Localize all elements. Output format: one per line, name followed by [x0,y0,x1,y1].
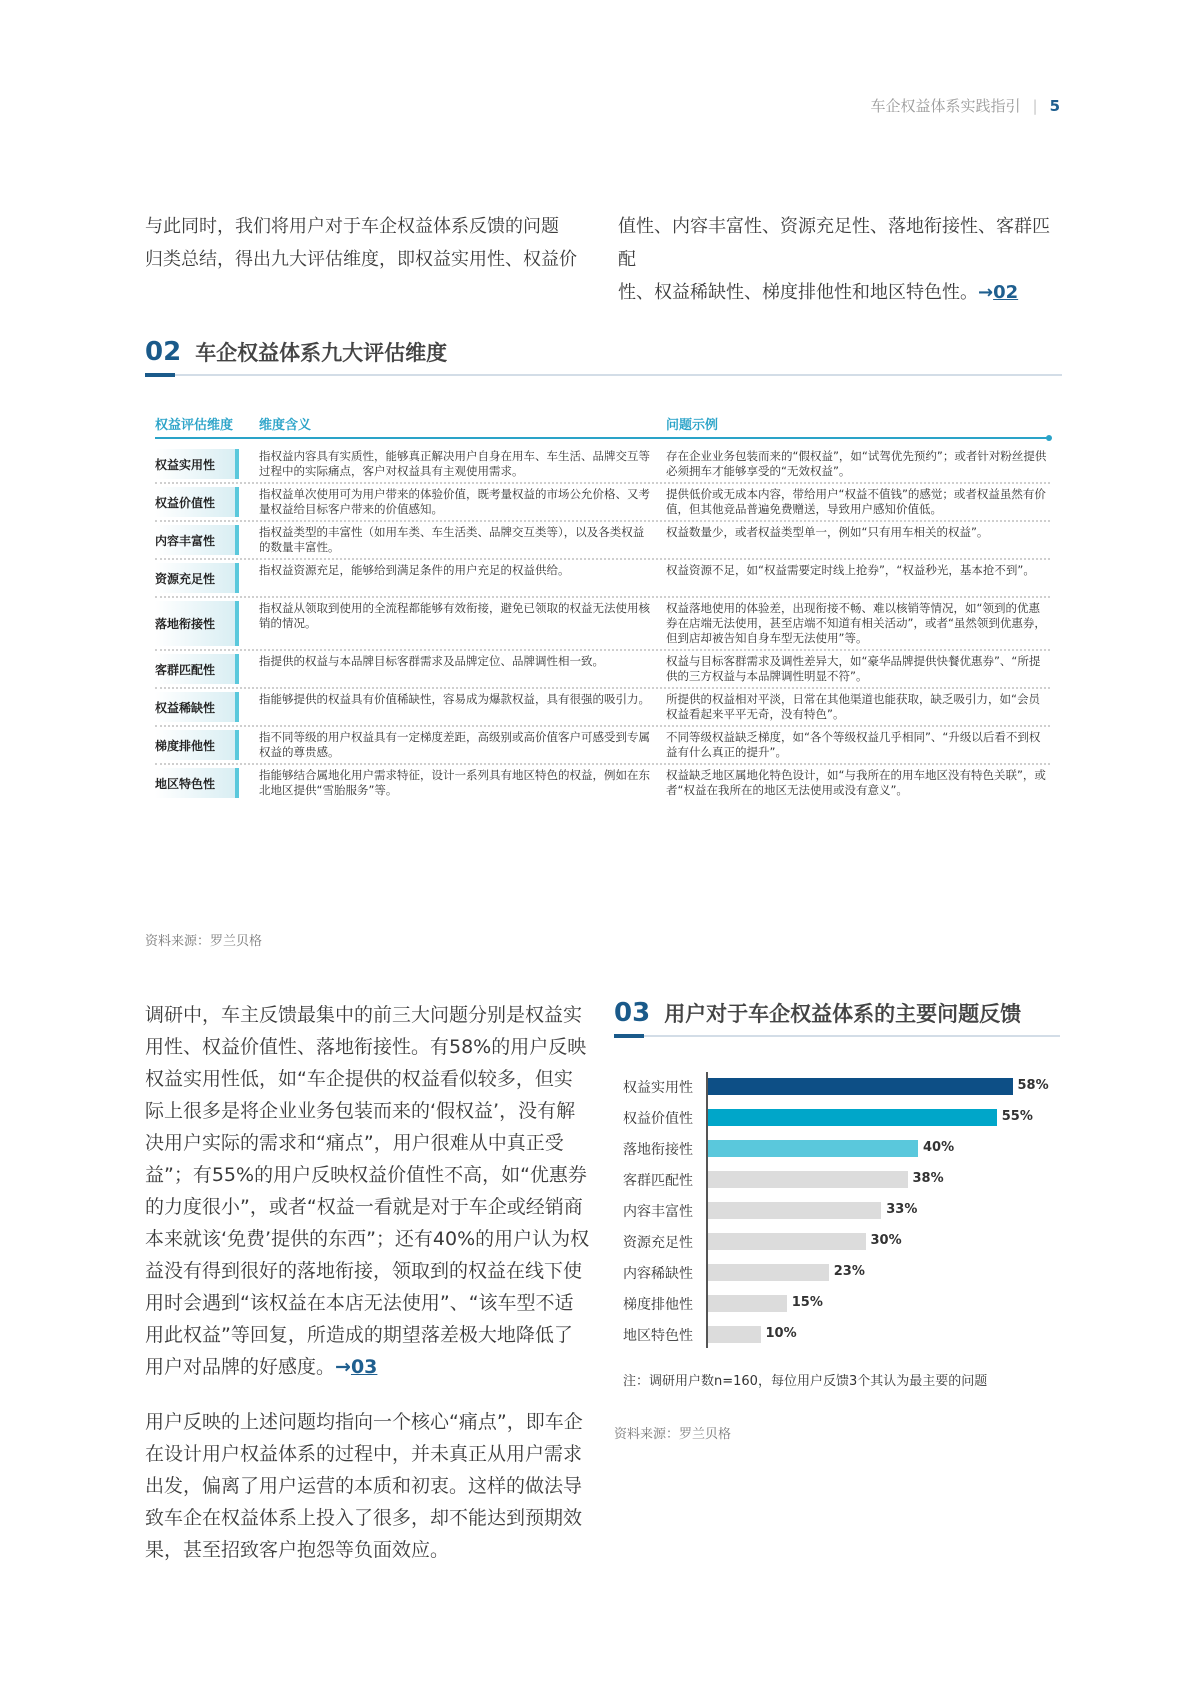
example-cell: 权益缺乏地区属地化特色设计，如“与我所在的用车地区没有特色关联”，或者“权益在我所在的地区无法使用或没有意义”。 [666,768,1046,797]
arrow-right-icon: → [335,1356,351,1378]
example-cell: 不同等级权益缺乏梯度，如“各个等级权益几乎相同”、“升级以后看不到权益有什么真正的提升”。 [666,730,1041,759]
body-line: 出发，偏离了用户运营的本质和初衷。这样的做法导致 [145,1475,583,1529]
meaning-cell: 指权益从领取到使用的全流程都能够有效衔接，避免已领取的权益无法使用核销的情况。 [259,601,650,630]
dimension-label: 客群匹配性 [155,662,216,677]
intro-line: 与此同时，我们将用户对于车企权益体系反馈的问题 [145,216,559,237]
category-label: 权益实用性 [623,1080,693,1096]
bar [708,1233,866,1250]
meaning-cell: 指权益资源充足，能够给到满足条件的用户充足的权益供给。 [259,563,570,577]
bar [708,1140,918,1157]
dimension-cell [155,692,239,722]
body-line: 小”，或者“权益一看就是对于车企或经销商本来就该‘ [145,1196,583,1250]
intro-right-column [618,210,1063,309]
body-line: 用性、权益价值性、落地衔接性。有58%的用户反映权 [145,1036,587,1090]
col-header-dimension: 权益评估维度 [155,418,234,433]
section-title: 用户对于车企权益体系的主要问题反馈 [664,1002,1022,1026]
example-cell: 权益落地使用的体验差，出现衔接不畅、难以核销等情况，如“领到的优惠券在店端无法使用，甚至店端不知道有相关活动”，或者“虽然领到优惠券，但到店却被告知自身车型无法使用”等。 [666,601,1046,645]
body-line: 在设计用户权益体系的过程中，并未真正从用户需求 [145,1443,583,1465]
doc-title: 车企权益体系实践指引 [870,97,1021,115]
running-header [870,95,1060,116]
dimension-cell [155,525,239,555]
section-number: 03 [614,998,651,1028]
example-cell: 权益与目标客群需求及调性差异大，如“豪华品牌提供快餐优惠券”、“所提供的三方权益与本品牌调性明显不符”。 [666,654,1041,683]
category-label: 梯度排他性 [623,1297,693,1313]
chart-source: 资料来源：罗兰贝格 [614,1427,732,1442]
meaning-cell: 指提供的权益与本品牌目标客群需求及品牌定位、品牌调性相一致。 [259,654,604,668]
dimension-label: 权益价值性 [155,495,216,510]
meaning-cell: 指能够提供的权益具有价值稀缺性，容易成为爆款权益，具有很强的吸引力。 [259,692,650,706]
table-row [155,598,1050,651]
dimension-label: 内容丰富性 [155,533,216,548]
category-label: 资源充足性 [623,1235,693,1251]
section-02-heading [145,337,447,367]
body-line: 甚至招致客户抱怨等负面效应。 [183,1539,450,1561]
body-line: 免费’提供的东西”；还有40%的用户认为权益没有得 [145,1228,590,1282]
arrow-right-icon: → [978,282,994,303]
table-row [155,522,1050,560]
intro-line: 归类总结，得出九大评估维度，即权益实用性、权益价 [145,249,577,270]
dimension-label: 梯度排他性 [155,738,216,753]
intro-left-column [145,210,590,276]
table-row [155,765,1050,801]
figure-link-03[interactable] [335,1356,377,1378]
value-label: 15% [791,1295,823,1310]
meaning-cell: 指权益单次使用可为用户带来的体验价值，既考量权益的市场公允价格、又考量权益给目标客户带来的价值感知。 [259,487,650,516]
category-label: 地区特色性 [623,1328,693,1344]
dimension-label: 权益实用性 [155,457,216,472]
bar [708,1264,829,1281]
body-line: 用户反映的上述问题均指向一个核心“痛点”，即车企 [145,1411,583,1433]
intro-line-text: 性、权益稀缺性、梯度排他性和地区特色性。 [618,282,978,303]
body-line: 调研中，车主反馈最集中的前三大问题分别是权益实 [145,1004,583,1026]
example-cell: 提供低价或无成本内容，带给用户“权益不值钱”的感觉；或者权益虽然有价值，但其他竞品普遍免费赠送，导致用户感知价值低。 [666,487,1046,516]
dimension-cell [155,563,239,593]
category-label: 权益价值性 [623,1111,693,1127]
category-label: 内容丰富性 [623,1204,693,1220]
dimensions-table [155,446,1050,801]
example-cell: 权益数量少，或者权益类型单一，例如“只有用车相关的权益”。 [666,525,989,539]
example-cell: 所提供的权益相对平淡，日常在其他渠道也能获取，缺乏吸引力，如“会员权益看起来平平无奇，没有特色”。 [666,692,1040,721]
table-row [155,651,1050,689]
body-paragraph-1 [145,999,590,1383]
body-paragraph-2 [145,1406,590,1566]
dimension-cell [155,449,239,479]
body-line: 等回复，所造成的期望落差极大地降低了用户对品牌 [145,1324,573,1378]
category-label: 内容稀缺性 [623,1266,693,1282]
value-label: 30% [870,1233,902,1248]
section-rule [614,1035,1060,1037]
bar [708,1295,787,1312]
chart-note: 注：调研用户数n=160，每位用户反馈3个其认为最主要的问题 [623,1374,988,1389]
section-rule-accent [145,373,175,377]
section-rule [145,374,1062,376]
table-row [155,689,1050,727]
body-line: 户实际的需求和“痛点”，用户很难从中真正受益”；有 [145,1132,564,1186]
table-row [155,727,1050,765]
figure-link-02[interactable] [978,282,1018,303]
example-cell: 权益资源不足，如“权益需要定时线上抢券”，“权益秒光，基本抢不到”。 [666,563,1035,577]
table-source: 资料来源：罗兰贝格 [145,934,263,949]
example-cell: 存在企业业务包装而来的“假权益”，如“试驾优先预约”；或者针对粉丝提供必须拥车才能够享受的“无效权益”。 [666,449,1047,478]
dimension-label: 权益稀缺性 [155,700,216,715]
col-header-meaning: 维度含义 [259,418,312,433]
dimension-cell [155,654,239,684]
dimension-cell [155,768,239,798]
category-label: 客群匹配性 [623,1173,693,1189]
value-label: 55% [1001,1109,1033,1124]
bar-chart [610,1060,1070,1360]
header-separator: | [1032,97,1038,115]
value-label: 33% [886,1202,918,1217]
body-line: 益实用性低，如“车企提供的权益看似较多，但实际上 [145,1068,573,1122]
value-label: 23% [833,1264,865,1279]
section-rule-accent [614,1034,644,1038]
body-line: 的好感度。 [240,1356,336,1378]
body-line: 到“该权益在本店无法使用”、“该车型不适用此权益” [145,1292,574,1346]
col-header-example: 问题示例 [666,418,719,433]
intro-line [618,276,1063,309]
figure-ref: 03 [350,1356,378,1378]
meaning-cell: 指能够结合属地化用户需求特征，设计一系列具有地区特色的权益，例如在东北地区提供“雪胎服务”等。 [259,768,650,797]
intro-line: 值性、内容丰富性、资源充足性、落地衔接性、客群匹配 [618,216,1050,270]
figure-ref: 02 [993,282,1019,303]
body-line: 55%的用户反映权益价值性不高，如“优惠券的力度很 [145,1164,587,1218]
value-label: 58% [1017,1078,1049,1093]
meaning-cell: 指权益类型的丰富性（如用车类、车生活类、品牌交互类等），以及各类权益的数量丰富性。 [259,525,645,554]
meaning-cell: 指不同等级的用户权益具有一定梯度差距，高级别或高价值客户可感受到专属权益的尊贵感。 [259,730,650,759]
table-row [155,560,1050,598]
rule-dot [1046,435,1052,441]
table-row [155,484,1050,522]
table-row [155,446,1050,484]
section-number: 02 [145,337,182,367]
body-line: 很多是将企业业务包装而来的‘假权益’，没有解决用 [145,1100,576,1154]
dimension-label: 地区特色性 [155,776,216,791]
body-line: 到很好的落地衔接，领取到的权益在线下使用时会遇 [145,1260,583,1314]
value-label: 38% [912,1171,944,1186]
page-number: 5 [1049,97,1060,115]
dimension-cell [155,730,239,760]
meaning-cell: 指权益内容具有实质性，能够真正解决用户自身在用车、车生活、品牌交互等过程中的实际痛点，客户对权益具有主观使用需求。 [259,449,650,478]
section-03-heading [614,998,1021,1028]
table-header-rule [155,437,1048,439]
value-label: 10% [765,1326,797,1341]
section-title: 车企权益体系九大评估维度 [195,341,448,365]
bar [708,1109,997,1126]
body-line: 车企在权益体系上投入了很多，却不能达到预期效果， [145,1507,583,1561]
dimension-cell [155,601,239,646]
dimension-label: 资源充足性 [155,571,216,586]
value-label: 40% [923,1140,955,1155]
bar [708,1202,881,1219]
category-label: 落地衔接性 [623,1142,693,1158]
bar [708,1326,761,1343]
bar [708,1078,1013,1095]
dimension-cell [155,487,239,517]
dimension-label: 落地衔接性 [155,617,216,631]
bar [708,1171,908,1188]
